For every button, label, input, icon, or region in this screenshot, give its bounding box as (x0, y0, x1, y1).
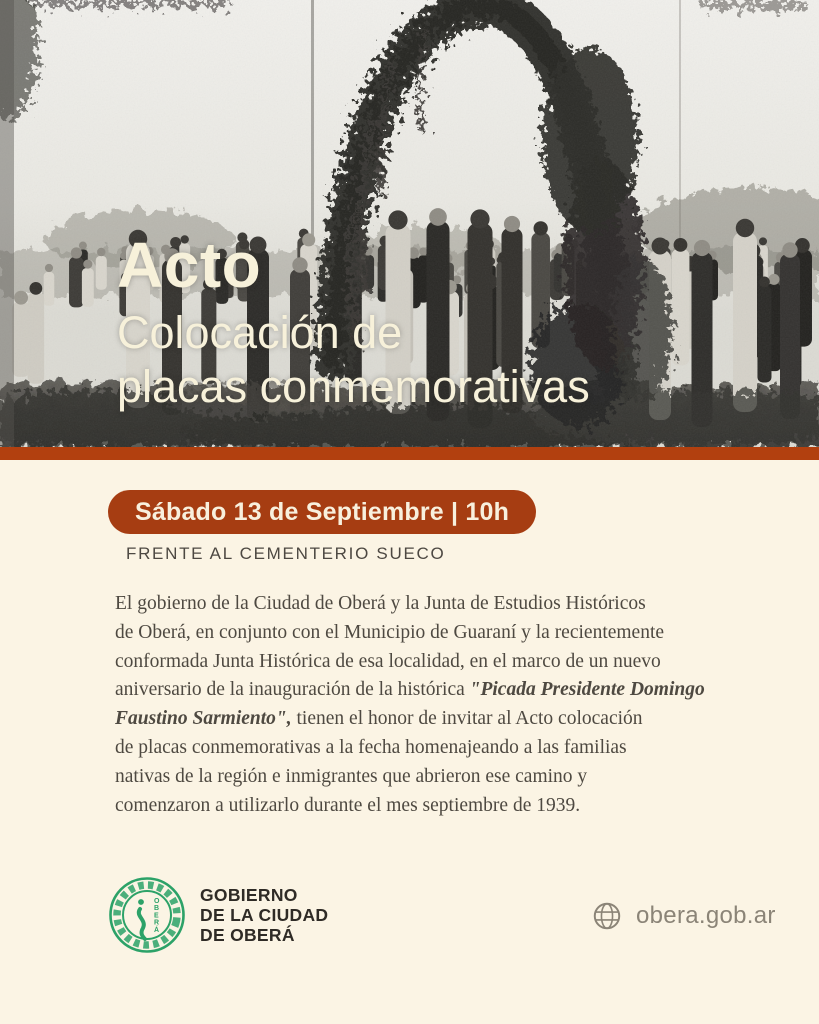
paragraph-line: El gobierno de la Ciudad de Oberá y la Junta de Estudios Históricos (115, 593, 646, 614)
government-name (200, 885, 328, 945)
seal-text: O B E R Á (154, 898, 160, 934)
footer-website (592, 901, 776, 931)
paragraph-line: de placas conmemorativas a la fecha homenajeando a las familias (115, 736, 627, 758)
poster-title: Acto (117, 229, 262, 301)
paragraph-line: nativas de la región e inmigrantes que abrieron ese camino y (115, 765, 588, 787)
date-time-badge: Sábado 13 de Septiembre | 10h (108, 490, 536, 534)
paragraph-line: conformada Junta Histórica de esa localidad, en el marco de un nuevo (115, 650, 661, 672)
invitation-paragraph (115, 590, 775, 820)
paragraph-line: Faustino Sarmiento", tienen el honor de invitar al Acto colocación (115, 708, 643, 730)
government-name-line1: GOBIERNO (200, 885, 298, 905)
website-link[interactable]: obera.gob.ar (636, 902, 776, 929)
globe-icon (592, 901, 622, 931)
poster-subtitle-line2: placas conmemorativas (117, 361, 590, 412)
title-block (117, 231, 590, 414)
poster-subtitle (117, 306, 590, 414)
paragraph-line: de Oberá, en conjunto con el Municipio de Guaraní y la recientemente (115, 621, 665, 643)
city-seal-icon (108, 876, 186, 954)
emphasized-road-name: Faustino Sarmiento", (115, 708, 292, 730)
government-name-line2: DE LA CIUDAD (200, 905, 329, 925)
hero-photo (0, 0, 819, 447)
poster-subtitle-line1: Colocación de (117, 307, 403, 358)
accent-divider (0, 447, 819, 460)
paragraph-line: aniversario de la inauguración de la histórica "Picada Presidente Domingo (115, 679, 705, 701)
paragraph-line: comenzaron a utilizarlo durante el mes septiembre de 1939. (115, 794, 581, 816)
emphasized-road-name: "Picada Presidente Domingo (469, 679, 705, 701)
government-name-line3: DE OBERÁ (200, 925, 295, 945)
location-text: FRENTE AL CEMENTERIO SUECO (126, 544, 446, 563)
footer-branding (108, 876, 328, 954)
